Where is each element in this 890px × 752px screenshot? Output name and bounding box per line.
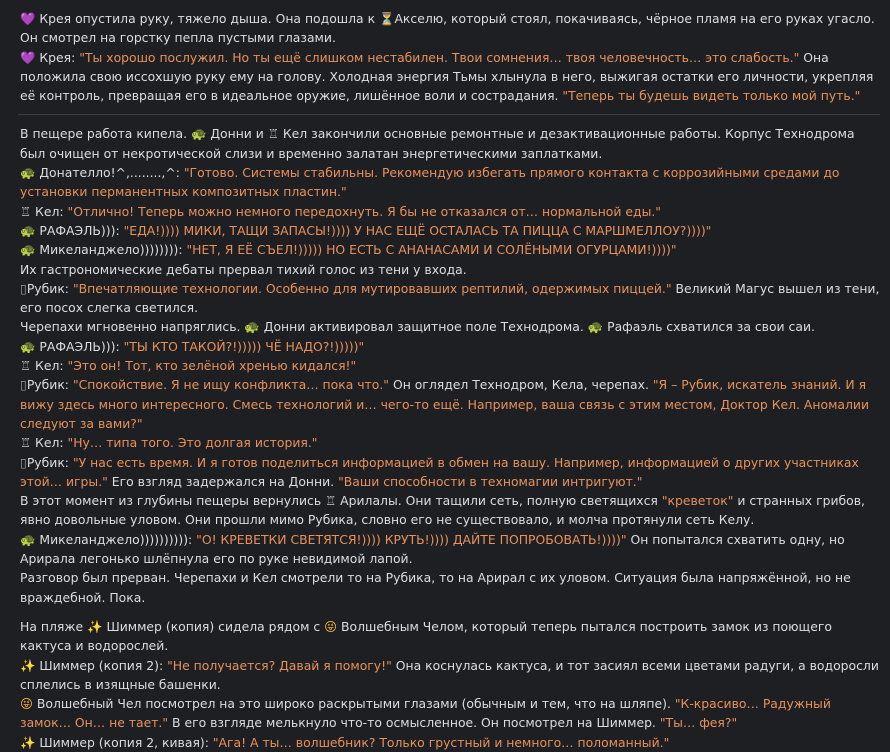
- sparkles-icon: ✨: [87, 618, 103, 634]
- quote-text: "У нас есть время. И я готов поделиться информацией в обмен на вашу. Например, информацией о других участниках этой… игры.": [20, 454, 859, 489]
- narration-text: Донни и: [206, 126, 268, 142]
- quote-text: "К-красиво… Радужный замок… Он… не тает.": [20, 696, 831, 731]
- speaker-name: Рубик:: [26, 454, 73, 470]
- narration-text: Она положила свою иссохшую руку ему на голову. Холодная энергия Тьмы хлынула в него, выжигая остатки его личности, укрепляя её контроль, превращая его в идеальное оружие, лишённое воли и сострадания.: [20, 49, 874, 104]
- paragraph: [20, 9, 880, 48]
- turtle-icon: 🐢: [20, 531, 36, 547]
- narration-text: и странных грибов, явно довольные уловом. Они прошли мимо Рубика, словно его не существовало, и молча протянули сеть Келу.: [20, 493, 865, 528]
- paragraph: [20, 617, 880, 656]
- quote-text: "О! КРЕВЕТКИ СВЕТЯТСЯ!)))) КРУТЬ!)))) ДАЙТЕ ПОПРОБОВАТЬ!))))": [196, 531, 627, 547]
- speaker-name: Донателло!^,........,^:: [35, 165, 184, 181]
- quote-text: "ТЫ КТО ТАКОЙ?!))))) ЧЁ НАДО?!)))))": [123, 338, 365, 354]
- winking-face-icon: 😜: [20, 696, 33, 712]
- speaker-name: Крея:: [39, 49, 80, 65]
- paragraph: [20, 656, 880, 695]
- quote-text: "НЕТ, Я ЕЁ СЪЕЛ!))))) НО ЕСТЬ С АНАНАСАМИ И СОЛЁНЫМИ ОГУРЦАМИ!))))": [186, 242, 677, 258]
- tower-icon: ♖: [325, 493, 337, 509]
- narration-text: Волшебный Чел посмотрел на это широко раскрытыми глазами (обычным и тем, что на шляпе).: [32, 696, 675, 712]
- paragraph: [20, 163, 880, 202]
- narration-text: Их гастрономические дебаты прервал тихий голос из тени у входа.: [20, 261, 467, 277]
- narration-text: В пещере работа кипела.: [20, 126, 191, 142]
- narration-text: Он оглядел Технодром, Кела, черепах.: [389, 377, 653, 393]
- speaker-name: Кел:: [31, 358, 68, 374]
- speaker-name: Рубик:: [26, 377, 73, 393]
- quote-text: "Спокойствие. Я не ищу конфликта… пока что.": [72, 377, 389, 393]
- missing-glyph-icon: ▯: [20, 377, 27, 393]
- speaker-name: Шиммер (копия 2, кивая):: [35, 734, 213, 750]
- narration-text: В его взгляде мелькнуло что-то осмысленное. Он посмотрел на Шиммер.: [168, 715, 660, 731]
- purple-heart-icon: 💜: [20, 11, 36, 26]
- quote-text: "Отлично! Теперь можно немного передохнуть. Я бы не отказался от… нормальной еды.": [67, 203, 661, 219]
- quote-text: "Готово. Системы стабильны. Рекомендую избегать прямого контакта с коррозийными средами до установки перманентных композитных пластин.": [20, 165, 840, 200]
- tower-icon: ♖: [20, 435, 32, 451]
- narration-text: Рафаэль схватился за свои саи.: [603, 319, 815, 335]
- paragraph: [20, 375, 880, 433]
- message-block-beach: [0, 617, 890, 752]
- quote-text: "Теперь ты будешь видеть только мой путь.": [562, 88, 861, 104]
- paragraph: [20, 202, 880, 221]
- quote-text: "Ваши способности в техномагии интригуют.": [338, 473, 643, 489]
- paragraph: [20, 356, 880, 375]
- winking-face-icon: 😜: [324, 618, 338, 634]
- narration-text: Он попытался схватить одну, но Арирала легонько шлёпнула его по руке невидимой лапой.: [20, 531, 845, 567]
- quote-text: "Не получается? Давай я помогу!": [167, 657, 392, 673]
- quote-text: "Впечатляющие технологии. Особенно для мутировавших рептилий, одержимых пиццей.": [72, 280, 672, 296]
- quote-text: "Ты… фея?": [659, 715, 738, 731]
- paragraph: [20, 694, 880, 733]
- speaker-name: Рубик:: [26, 280, 73, 296]
- narration-text: Волшебным Челом, который теперь пытался построить замок из поющего кактуса и водорослей.: [20, 618, 832, 654]
- quote-text: "Это он! Тот, кто зелёной хренью кидался!": [67, 358, 357, 374]
- narration-text: Разговор был прерван. Черепахи и Кел смотрели то на Рубика, то на Арирал с их уловом. Ситуация была напряжённой, но не враждебной. Пока.: [20, 570, 851, 605]
- turtle-icon: 🐢: [20, 222, 36, 238]
- speaker-name: Микеланджело)))))))):: [35, 242, 187, 258]
- speaker-name: Шиммер (копия 2):: [35, 657, 168, 673]
- narration-text: Кел закончили основные ремонтные и дезактивационные работы. Корпус Технодрома был очищен от некротической слизи и временно залатан энергетическими заплатками.: [20, 126, 855, 161]
- narration-text: Шиммер (копия) сидела рядом с: [102, 618, 325, 634]
- speaker-name: РАФАЭЛЬ))):: [35, 222, 124, 238]
- quote-text: "Я – Рубик, искатель знаний. И я вижу здесь много интересного. Смесь технологий и… чего-то ещё. Например, ваша связь с этим местом, Доктор Кел. Аномалии следуют за вами?": [20, 377, 870, 431]
- missing-glyph-icon: ▯: [20, 280, 27, 296]
- paragraph: [20, 279, 880, 318]
- quote-text: "креветок": [661, 493, 734, 509]
- paragraph: [20, 530, 880, 569]
- narration-text: Арилалы. Они тащили сеть, полную светящихся: [336, 493, 662, 509]
- missing-glyph-icon: ▯: [20, 454, 27, 470]
- turtle-icon: 🐢: [587, 319, 604, 335]
- quote-text: "Ты хорошо послужил. Но ты ещё слишком нестабилен. Твои сомнения… твоя человечность… это слабость.": [79, 49, 800, 65]
- speaker-name: Кел:: [31, 435, 68, 451]
- narration-text: В этот момент из глубины пещеры вернулись: [20, 493, 326, 509]
- sparkles-icon: ✨: [20, 657, 36, 673]
- turtle-icon: 🐢: [20, 165, 36, 181]
- tower-icon: ♖: [267, 126, 279, 142]
- narration-text: Великий Магус вышел из тени, его посох слегка светился.: [20, 280, 880, 316]
- quote-text: "ЕДА!)))) МИКИ, ТАЩИ ЗАПАСЫ!)))) У НАС ЕЩЁ ОСТАЛАСЬ ТА ПИЦЦА С МАРШМЕЛЛОУ?))))": [123, 222, 712, 238]
- narration-text: На пляже: [20, 618, 88, 634]
- hourglass-icon: ⏳: [379, 11, 395, 26]
- narration-text: Донни активировал защитное поле Технодрома.: [259, 319, 588, 335]
- paragraph: [20, 733, 880, 752]
- paragraph: [20, 337, 880, 356]
- turtle-icon: 🐢: [20, 338, 36, 354]
- message-block-cave: [0, 124, 890, 606]
- paragraph: [20, 124, 880, 163]
- speaker-name: Кел:: [31, 203, 68, 219]
- speaker-name: Микеланджело)))))))))):: [35, 531, 197, 547]
- narration-text: Крея опустила руку, тяжело дыша. Она подошла к: [39, 11, 379, 26]
- paragraph-gap: [0, 607, 890, 617]
- paragraph: [20, 433, 880, 452]
- message-block-krea: [0, 9, 890, 105]
- purple-heart-icon: 💜: [20, 49, 36, 65]
- turtle-icon: 🐢: [20, 242, 36, 258]
- turtle-icon: 🐢: [190, 126, 207, 142]
- paragraph: [20, 568, 880, 607]
- tower-icon: ♖: [20, 358, 32, 374]
- speaker-name: РАФАЭЛЬ))):: [35, 338, 124, 354]
- paragraph: [20, 453, 880, 492]
- narration-text: Акселю, который стоял, покачиваясь, чёрное пламя на его руках угасло. Он смотрел на горстку пепла пустыми глазами.: [20, 11, 875, 46]
- paragraph: [20, 240, 880, 259]
- narration-text: Она коснулась кактуса, и тот засиял всеми цветами радуги, а водоросли сплелись в изящные башенки.: [20, 657, 879, 692]
- paragraph: [20, 260, 880, 279]
- turtle-icon: 🐢: [244, 319, 260, 335]
- sparkles-icon: ✨: [20, 734, 36, 750]
- quote-text: "Ну… типа того. Это долгая история.": [67, 435, 318, 451]
- paragraph: [20, 48, 880, 106]
- narration-text: Черепахи мгновенно напряглись.: [20, 319, 245, 335]
- narration-text: Его взгляд задержался на Донни.: [107, 473, 339, 489]
- paragraph: [20, 317, 880, 336]
- divider: [18, 114, 880, 115]
- paragraph: [20, 491, 880, 530]
- tower-icon: ♖: [20, 203, 32, 219]
- paragraph: [20, 221, 880, 240]
- quote-text: "Ага! А ты… волшебник? Только грустный и немного… поломанный.": [212, 734, 670, 750]
